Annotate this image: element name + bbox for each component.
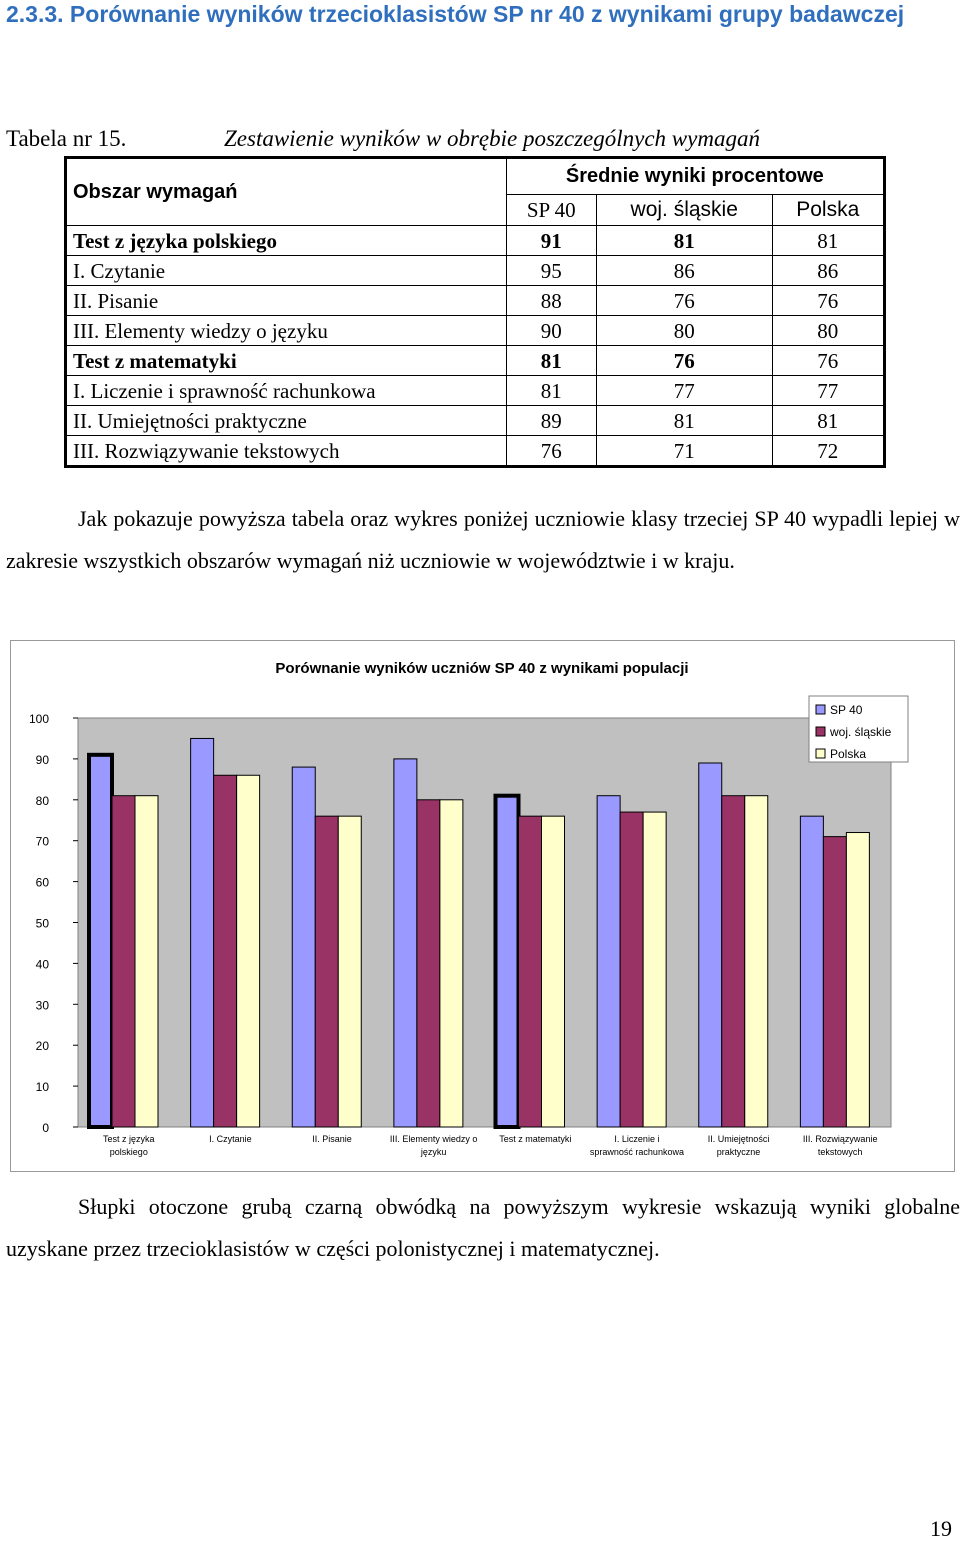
row-label: Test z języka polskiego — [73, 228, 277, 253]
row-value-polska: 76 — [772, 286, 884, 316]
x-category-label: III. Rozwiązywanie tekstowych — [802, 1134, 878, 1157]
bar — [800, 816, 823, 1127]
bar — [315, 816, 338, 1127]
bar — [338, 816, 361, 1127]
row-label: II. Umiejętności praktyczne — [73, 408, 307, 433]
table-row — [66, 226, 885, 256]
y-tick-label: 10 — [35, 1080, 49, 1095]
bar — [135, 796, 158, 1127]
bar — [237, 775, 260, 1127]
bar — [643, 812, 666, 1127]
row-value-polska: 76 — [772, 346, 884, 376]
row-value-sp40: 89 — [506, 406, 596, 436]
y-tick-label: 50 — [35, 916, 49, 931]
bar — [496, 796, 519, 1127]
y-tick-label: 70 — [35, 834, 49, 849]
chart-svg — [11, 641, 954, 1171]
col-header-woj: woj. śląskie — [596, 194, 772, 225]
legend-swatch — [816, 705, 825, 714]
bar — [722, 796, 745, 1127]
row-value-sp40: 88 — [506, 286, 596, 316]
x-category-label: Test z matematyki — [499, 1134, 572, 1144]
col-header-sp40: SP 40 — [506, 194, 596, 225]
chart-title: Porównanie wyników uczniów SP 40 z wynikami populacji — [275, 660, 689, 677]
bar — [214, 775, 237, 1127]
table-row — [66, 406, 885, 436]
bar — [112, 796, 135, 1127]
bar — [417, 800, 440, 1127]
x-category-label: III. Elementy wiedzy o języku — [389, 1134, 478, 1157]
table-number: Tabela nr 15. — [6, 126, 127, 151]
table-row — [66, 376, 885, 406]
bar — [597, 796, 620, 1127]
legend-swatch — [816, 749, 825, 758]
bar — [620, 812, 643, 1127]
x-category-label: I. Liczenie i sprawność rachunkowa — [589, 1134, 684, 1157]
bar — [542, 816, 565, 1127]
row-value-woj: 81 — [596, 406, 772, 436]
bar — [699, 763, 722, 1127]
y-tick-label: 100 — [28, 712, 49, 726]
x-category-label: II. Pisanie — [312, 1134, 352, 1144]
table-row — [66, 286, 885, 316]
row-label: III. Elementy wiedzy o języku — [73, 318, 328, 343]
row-value-sp40: 95 — [506, 256, 596, 286]
row-value-polska: 86 — [772, 256, 884, 286]
row-value-woj: 76 — [596, 346, 772, 376]
bar — [846, 833, 869, 1127]
table-title: Zestawienie wyników w obrębie poszczególnych wymagań — [224, 126, 760, 151]
paragraph-note: Słupki otoczone grubą czarną obwódką na powyższym wykresie wskazują wyniki globalne uzyskane przez trzecioklasistów w części polonistycznej i matematycznej. — [6, 1194, 960, 1261]
row-value-sp40: 91 — [506, 226, 596, 256]
row-value-polska: 80 — [772, 316, 884, 346]
y-tick-label: 0 — [42, 1121, 49, 1135]
bar — [191, 738, 214, 1127]
row-value-sp40: 76 — [506, 436, 596, 467]
legend-label: woj. śląskie — [830, 725, 892, 739]
table-header-row — [66, 158, 885, 195]
row-label: Test z matematyki — [73, 348, 237, 373]
bar — [745, 796, 768, 1127]
x-category-label: Test z języka polskiego — [103, 1134, 155, 1157]
y-tick-label: 30 — [35, 998, 49, 1013]
row-value-polska: 72 — [772, 436, 884, 467]
row-value-sp40: 81 — [506, 346, 596, 376]
area-header: Obszar wymagań — [73, 181, 238, 203]
row-label: III. Rozwiązywanie tekstowych — [73, 438, 340, 463]
row-value-woj: 71 — [596, 436, 772, 467]
y-tick-label: 60 — [35, 875, 49, 890]
row-value-sp40: 90 — [506, 316, 596, 346]
y-tick-label: 90 — [35, 752, 49, 767]
bar — [394, 759, 417, 1127]
legend-label: Polska — [830, 747, 867, 761]
paragraph-intro: Jak pokazuje powyższa tabela oraz wykres poniżej uczniowie klasy trzeciej SP 40 wypadli lepiej w zakresie wszystkich obszarów wymagań niż uczniowie w województwie i w kraju. — [6, 506, 960, 573]
col-header-polska: Polska — [772, 194, 884, 225]
bar — [89, 755, 112, 1127]
row-value-woj: 86 — [596, 256, 772, 286]
row-value-woj: 77 — [596, 376, 772, 406]
row-label: I. Czytanie — [73, 258, 166, 283]
x-category-label: II. Umiejętności praktyczne — [707, 1134, 770, 1157]
y-tick-label: 80 — [35, 793, 49, 808]
page-number: 19 — [930, 1516, 952, 1541]
bar — [823, 837, 846, 1127]
row-value-polska: 77 — [772, 376, 884, 406]
row-value-woj: 80 — [596, 316, 772, 346]
table-caption — [6, 124, 946, 154]
table-row — [66, 346, 885, 376]
row-value-polska: 81 — [772, 406, 884, 436]
table-row — [66, 316, 885, 346]
row-value-sp40: 81 — [506, 376, 596, 406]
table-row — [66, 436, 885, 467]
legend-label: SP 40 — [830, 703, 863, 717]
bar — [519, 816, 542, 1127]
x-category-label: I. Czytanie — [209, 1134, 252, 1144]
row-value-woj: 81 — [596, 226, 772, 256]
table-row — [66, 256, 885, 286]
row-label: II. Pisanie — [73, 288, 159, 313]
results-table — [64, 156, 886, 468]
y-tick-label: 20 — [35, 1039, 49, 1054]
bar — [440, 800, 463, 1127]
legend-swatch — [816, 727, 825, 736]
row-value-polska: 81 — [772, 226, 884, 256]
group-header: Średnie wyniki procentowe — [506, 158, 884, 195]
section-heading: 2.3.3. Porównanie wyników trzecioklasistów SP nr 40 z wynikami grupy badawczej — [6, 1, 905, 27]
row-value-woj: 76 — [596, 286, 772, 316]
bar — [292, 767, 315, 1127]
bar-chart — [10, 640, 955, 1172]
y-tick-label: 40 — [35, 957, 49, 972]
row-label: I. Liczenie i sprawność rachunkowa — [73, 378, 376, 403]
